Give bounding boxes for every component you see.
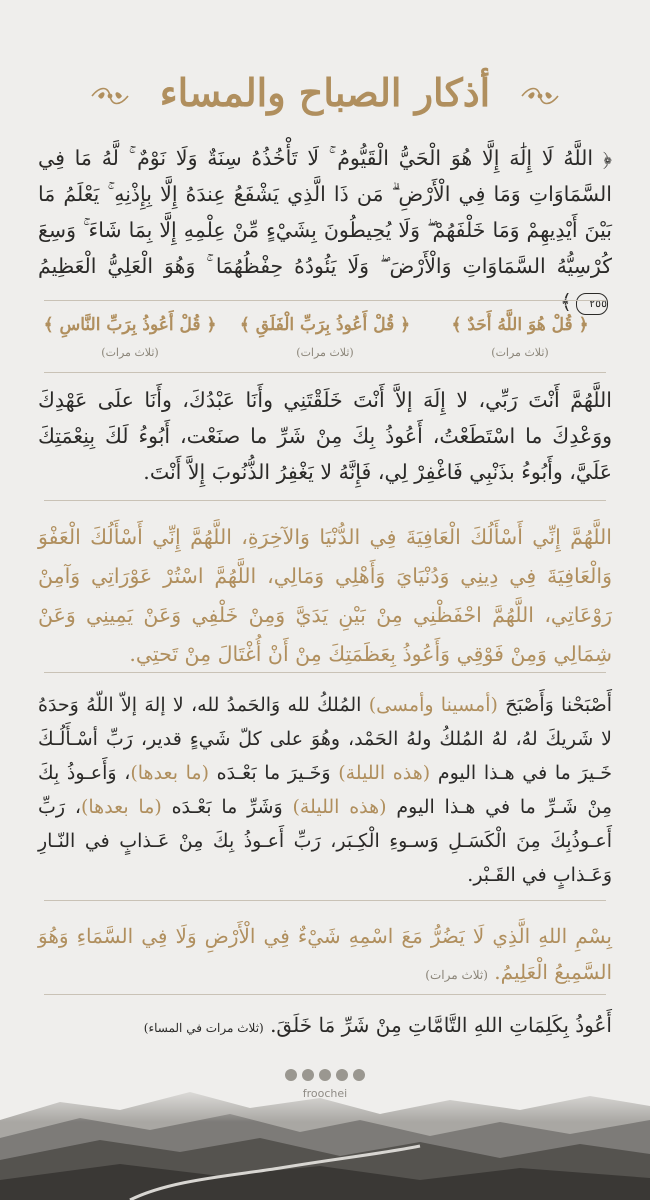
repeat-count: (ثلاث مرات) (101, 346, 159, 359)
qul-nas-text: ﴿ قُلْ أَعُوذُ بِرَبِّ النَّاسِ ﴾ (43, 315, 217, 335)
quls-row (40, 312, 610, 368)
evening-variant: (ما بعدها) (130, 762, 210, 784)
qul-ikhlas (430, 312, 610, 368)
evening-variant: (ما بعدها) (80, 796, 162, 818)
handle-label: froochei (302, 1087, 348, 1100)
divider (44, 994, 606, 995)
social-icon[interactable] (319, 1069, 331, 1081)
evening-variant: (هذه الليلة) (338, 762, 431, 784)
dua-bismillah-text: بِسْمِ اللهِ الَّذِي لَا يَضُرُّ مَعَ اسْمِهِ شَيْءٌ فِي الْأَرْضِ وَلَا فِي السَّمَاءِ وَهُوَ السَّمِيعُ الْعَلِيمُ. (38, 924, 612, 984)
social-icon[interactable] (353, 1069, 365, 1081)
ornament-icon (90, 84, 130, 108)
divider (44, 372, 606, 373)
dua-kalimat-text: أَعُوذُ بِكَلِمَاتِ اللهِ التَّامَّاتِ مِنْ شَرِّ مَا خَلَقَ. (270, 1013, 612, 1037)
divider (44, 500, 606, 501)
dua-asbahna-text: المُلكُ لله وَالحَمدُ لله، لا إلهَ إلاّ اللّهُ وَحدَهُ لا شَريكَ لهُ، لهُ المُلكُ ولهُ الحَمْد، وهُوَ على كلّ شَيءٍ قدير، رَبِّ أسْـأَلُـكَ خَـيرَ ما في هـذا اليوم (38, 694, 612, 784)
page-title: أذكار الصباح والمساء (159, 70, 491, 115)
ayah-number-badge: ٢٥٥ (576, 293, 608, 315)
dua-bismillah (38, 918, 612, 993)
footer (0, 1066, 650, 1100)
evening-variant: (هذه الليلة) (292, 796, 387, 818)
qul-falaq (235, 312, 415, 368)
qul-falaq-text: ﴿ قُلْ أَعُوذُ بِرَبِّ الْفَلَقِ ﴾ (239, 315, 411, 335)
dua-asbahna-text: وَخَـيرَ ما بَعْـدَه (216, 762, 331, 784)
qul-ikhlas-text: ﴿ قُلْ هُوَ اللَّهُ أَحَدٌ ﴾ (451, 315, 589, 335)
dua-asbahna-text: وَشَرِّ ما بَعْـدَه (171, 796, 283, 818)
social-icons (285, 1069, 365, 1081)
repeat-count: (ثلاث مرات) (491, 346, 549, 359)
dua-asbahna (38, 688, 612, 892)
ayat-al-kursi-text: ﴿ اللَّهُ لَا إِلَٰهَ إِلَّا هُوَ الْحَيُّ الْقَيُّومُ ۚ لَا تَأْخُذُهُ سِنَةٌ وَلَا نَوْمٌ ۚ لَّهُ مَا فِي السَّمَاوَاتِ وَمَا فِي الْأَرْضِ ۗ مَن ذَا الَّذِي يَشْفَعُ عِندَهُ إِلَّا بِإِذْنِهِ ۚ يَعْلَمُ مَا بَيْنَ أَيْدِيهِمْ وَمَا خَلْفَهُمْ ۖ وَلَا يُحِيطُونَ بِشَيْءٍ مِّنْ عِلْمِهِ إِلَّا بِمَا شَاءَ ۚ وَسِعَ كُرْسِيُّهُ السَّمَاوَاتِ وَالْأَرْضَ ۖ وَلَا يَئُودُهُ حِفْظُهُمَا ۚ وَهُوَ الْعَلِيُّ الْعَظِيمُ (38, 146, 612, 278)
quran-bracket-close: ﴾ (559, 290, 572, 314)
dua-afiya: اللَّهُمَّ إِنِّي أَسْأَلُكَ الْعَافِيَةَ فِي الدُّنْيَا وَالآخِرَةِ، اللَّهُمَّ إِنِّي أَسْأَلُكَ الْعَفْوَ وَالْعَافِيَةَ فِي دِينِي وَدُنْيَايَ وَأَهْلِي وَمَالِي، اللَّهُمَّ اسْتُرْ عَوْرَاتِي وَآمِنْ رَوْعَاتِي، اللَّهُمَّ احْفَظْنِي مِنْ بَيْنِ يَدَيَّ وَمِنْ خَلْفِي وَعَنْ يَمِينِي وَعَنْ شِمَالِي وَمِنْ فَوْقِي وَأَعُوذُ بِعَظَمَتِكَ مِنْ أَنْ أُغْتَالَ مِنْ تَحتِي. (38, 525, 612, 666)
social-icon[interactable] (285, 1069, 297, 1081)
repeat-count: (ثلاث مرات) (425, 968, 488, 982)
dua-asbahna-text: ، رَبِّ أَعـوذُبِكَ مِنَ الْكَسَـلِ وَسـوءِ الْكِـبَر، رَبِّ أَعـوذُ بِكَ مِنْ عَـذابٍ في النّـارِ وَعَـذابٍ في القَـبْر. (38, 796, 612, 886)
social-icon[interactable] (302, 1069, 314, 1081)
divider (44, 900, 606, 901)
repeat-count: (ثلاث مرات في المساء) (143, 1021, 264, 1035)
dua-kalimat (38, 1008, 612, 1045)
evening-variant: (أمسينا وأمسى) (368, 694, 498, 716)
dua-asbahna-text: أَصْبَحْنا وَأَصْبَحَ (505, 694, 612, 716)
repeat-count: (ثلاث مرات) (296, 346, 354, 359)
title-area (0, 62, 650, 132)
social-icon[interactable] (336, 1069, 348, 1081)
divider (44, 300, 606, 301)
dua-sayyid-istighfar: اللَّهُمَّ أَنْتَ رَبِّي، لا إِلَهَ إلاَّ أَنْتَ خَلَقْتَنِي وأَنَا عَبْدُكَ، وأَنَا علَى عَهْدِكَ ووَعْدِكَ ما اسْتَطَعْتُ، أَعُوذُ بِكَ مِنْ شَرِّ ما صنَعْت، أَبُوءُ لَكَ بِنِعْمَتِكَ عَلَيَّ، وأَبُوءُ بذَنْبِي فَاغْفِرْ لِي، فَإِنَّهُ لا يَغْفِرُ الذُّنُوبَ إِلاَّ أَنْتَ. (38, 388, 612, 484)
qul-nas (40, 312, 220, 368)
dua-asbahna-text: ، وَأَعـوذُ بِكَ مِنْ شَـرِّ ما في هـذا اليوم (38, 762, 613, 818)
ayat-al-kursi (38, 140, 612, 320)
divider (44, 672, 606, 673)
